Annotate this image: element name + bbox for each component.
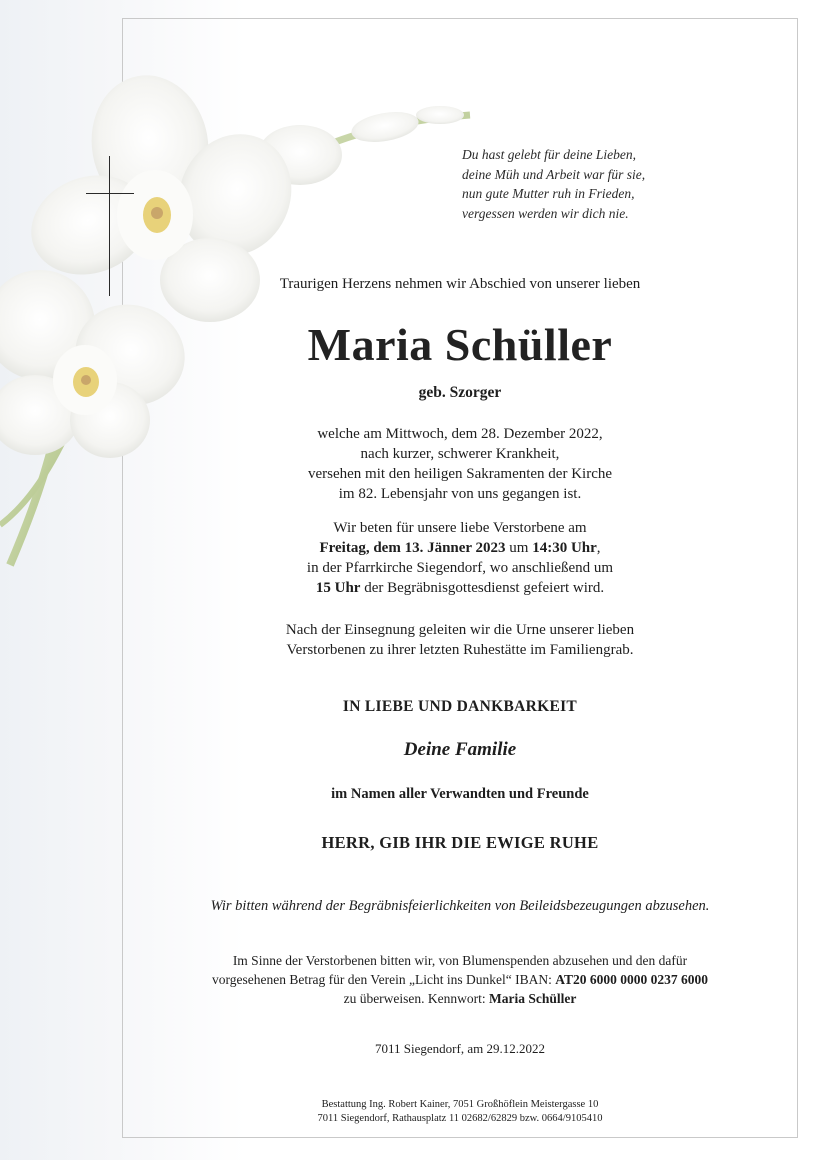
service-date: Freitag, dem 13. Jänner 2023 (319, 540, 506, 556)
donation-password: Maria Schüller (489, 991, 577, 1006)
poem-line: vergessen werden wir dich nie. (462, 205, 629, 221)
place-date: 7011 Siegendorf, am 29.12.2022 (375, 1041, 545, 1056)
donation-line: vorgesehenen Betrag für den Verein „Licht ins Dunkel“ IBAN: AT20 6000 0000 0237 6000 (211, 972, 709, 987)
poem-line: deine Müh und Arbeit war für sie, (462, 166, 646, 182)
donation-line: Im Sinne der Verstorbenen bitten wir, von Blumenspenden abzusehen und den dafür (232, 953, 688, 968)
poem (462, 145, 762, 223)
maiden-name: geb. Szorger (418, 384, 502, 401)
deceased-name: Maria Schüller (307, 319, 613, 370)
relatives-line: im Namen aller Verwandten und Freunde (331, 786, 589, 802)
death-notice (122, 424, 798, 504)
donation-info (122, 951, 798, 1008)
cross-icon-bar (86, 193, 134, 194)
condolence-request: Wir bitten während der Begräbnisfeierlichkeiten von Beileidsbezeugungen abzusehen. (210, 898, 710, 914)
service-line: Freitag, dem 13. Jänner 2023 um 14:30 Uhr, (319, 540, 601, 556)
mass-time: 15 Uhr (315, 580, 361, 596)
burial-line: Nach der Einsegnung geleiten wir die Urne unserer lieben (285, 622, 635, 638)
family-signature: Deine Familie (403, 739, 517, 760)
burial-line: Verstorbenen zu ihrer letzten Ruhestätte im Familiengrab. (286, 642, 634, 658)
service-info (122, 518, 798, 598)
death-notice-line: nach kurzer, schwerer Krankheit, (360, 446, 560, 462)
donation-line: zu überweisen. Kennwort: Maria Schüller (343, 991, 577, 1006)
service-time: 14:30 Uhr (532, 540, 597, 556)
funeral-home-line: Bestattung Ing. Robert Kainer, 7051 Großhöflein Meistergasse 10 (321, 1099, 599, 1110)
death-notice-line: versehen mit den heiligen Sakramenten der Kirche (307, 466, 613, 482)
service-line: Wir beten für unsere liebe Verstorbene am (333, 520, 587, 536)
service-line: 15 Uhr der Begräbnisgottesdienst gefeiert wird. (315, 580, 605, 596)
prayer-heading: HERR, GIB IHR DIE EWIGE RUHE (321, 833, 599, 852)
cross-icon (109, 156, 110, 296)
poem-line: Du hast gelebt für deine Lieben, (462, 147, 636, 162)
funeral-home-info (122, 1098, 798, 1126)
iban: AT20 6000 0000 0237 6000 (555, 972, 709, 987)
death-notice-line: welche am Mittwoch, dem 28. Dezember 2022, (317, 426, 603, 442)
burial-info (122, 620, 798, 660)
gratitude-heading: IN LIEBE UND DANKBARKEIT (342, 698, 578, 715)
death-notice-line: im 82. Lebensjahr von uns gegangen ist. (338, 486, 582, 502)
intro-text: Traurigen Herzens nehmen wir Abschied von unserer lieben (279, 276, 641, 292)
service-line: in der Pfarrkirche Siegendorf, wo anschließend um (306, 560, 614, 576)
poem-line: nun gute Mutter ruh in Frieden, (462, 186, 635, 201)
funeral-home-line: 7011 Siegendorf, Rathausplatz 11 02682/62829 bzw. 0664/9105410 (317, 1113, 603, 1124)
